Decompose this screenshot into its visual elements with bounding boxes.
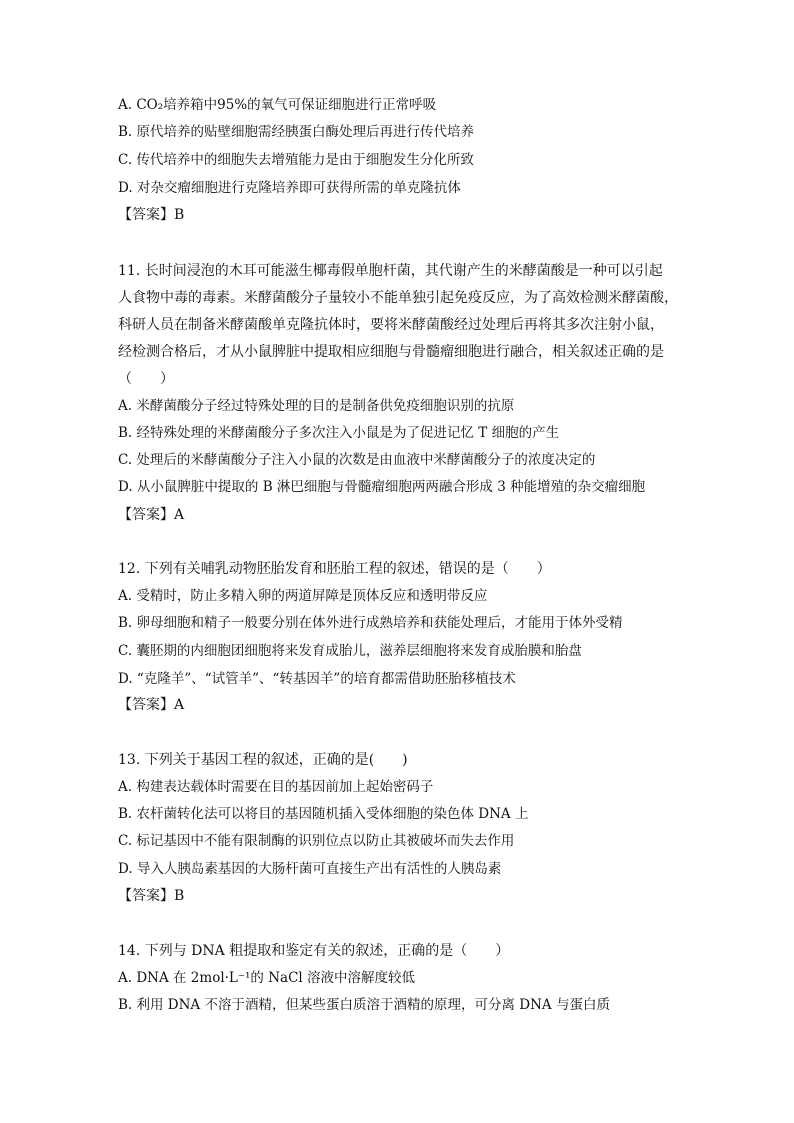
q14-stem: 14. 下列与 DNA 粗提取和鉴定有关的叙述，正确的是（ ）: [118, 943, 510, 959]
q11-stem-line-1: 11. 长时间浸泡的木耳可能滋生椰毒假单胞杆菌，其代谢产生的米酵菌酸是一种可以引起: [118, 263, 663, 279]
q11-stem-line-2: 人食物中毒的毒素。米酵菌酸分子量较小不能单独引起免疫反应，为了高效检测米酵菌酸，: [118, 290, 678, 306]
q11-option-c: C. 处理后的米酵菌酸分子注入小鼠的次数是由血液中米酵菌酸分子的浓度决定的: [118, 452, 596, 468]
q12-option-b: B. 卵母细胞和精子一般要分别在体外进行成熟培养和获能处理后，才能用于体外受精: [118, 615, 623, 631]
q11-stem-line-5: （ ）: [118, 371, 174, 387]
q13-option-a: A. 构建表达载体时需要在目的基因前加上起始密码子: [118, 779, 434, 795]
q10-option-a: A. CO₂培养箱中95%的氧气可保证细胞进行正常呼吸: [118, 97, 437, 113]
q13-stem: 13. 下列关于基因工程的叙述，正确的是( ): [118, 752, 408, 768]
q10-option-c: C. 传代培养中的细胞失去增殖能力是由于细胞发生分化所致: [118, 152, 474, 168]
q12-option-d: D. “克隆羊”、“试管羊”、“转基因羊”的培育都需借助胚胎移植技术: [118, 671, 516, 687]
q13-option-c: C. 标记基因中不能有限制酶的识别位点以防止其被破坏而失去作用: [118, 833, 515, 849]
q13-answer: 【答案】B: [118, 888, 185, 904]
q11-stem-line-3: 科研人员在制备米酵菌酸单克隆抗体时，要将米酵菌酸经过处理后再将其多次注射小鼠，: [118, 317, 664, 333]
q11-option-d: D. 从小鼠脾脏中提取的 B 淋巴细胞与骨髓瘤细胞两两融合形成 3 种能增殖的杂交瘤细胞: [118, 479, 646, 495]
q12-answer: 【答案】A: [118, 697, 185, 713]
q11-answer: 【答案】A: [118, 507, 185, 523]
q12-option-c: C. 囊胚期的内细胞团细胞将来发育成胎儿，滋养层细胞将来发育成胎膜和胎盘: [118, 643, 582, 659]
q10-option-d: D. 对杂交瘤细胞进行克隆培养即可获得所需的单克隆抗体: [118, 180, 461, 196]
q14-option-a: A. DNA 在 2mol·L⁻¹的 NaCl 溶液中溶解度较低: [118, 970, 416, 986]
q11-stem-line-4: 经检测合格后，才从小鼠脾脏中提取相应细胞与骨髓瘤细胞进行融合，相关叙述正确的是: [118, 344, 664, 360]
q11-option-a: A. 米酵菌酸分子经过特殊处理的目的是制备供免疫细胞识别的抗原: [118, 398, 515, 414]
q13-option-d: D. 导入人胰岛素基因的大肠杆菌可直接生产出有活性的人胰岛素: [118, 861, 502, 877]
q12-stem: 12. 下列有关哺乳动物胚胎发育和胚胎工程的叙述，错误的是（ ）: [118, 561, 551, 577]
q12-option-a: A. 受精时，防止多精入卵的两道屏障是顶体反应和透明带反应: [118, 588, 488, 604]
q11-option-b: B. 经特殊处理的米酵菌酸分子多次注入小鼠是为了促进记忆 T 细胞的产生: [118, 425, 560, 441]
q13-option-b: B. 农杆菌转化法可以将目的基因随机插入受体细胞的染色体 DNA 上: [118, 806, 529, 822]
q10-answer: 【答案】B: [118, 207, 185, 223]
q14-option-b: B. 利用 DNA 不溶于酒精，但某些蛋白质溶于酒精的原理，可分离 DNA 与蛋白质: [118, 997, 610, 1013]
q10-option-b: B. 原代培养的贴壁细胞需经胰蛋白酶处理后再进行传代培养: [118, 124, 475, 140]
